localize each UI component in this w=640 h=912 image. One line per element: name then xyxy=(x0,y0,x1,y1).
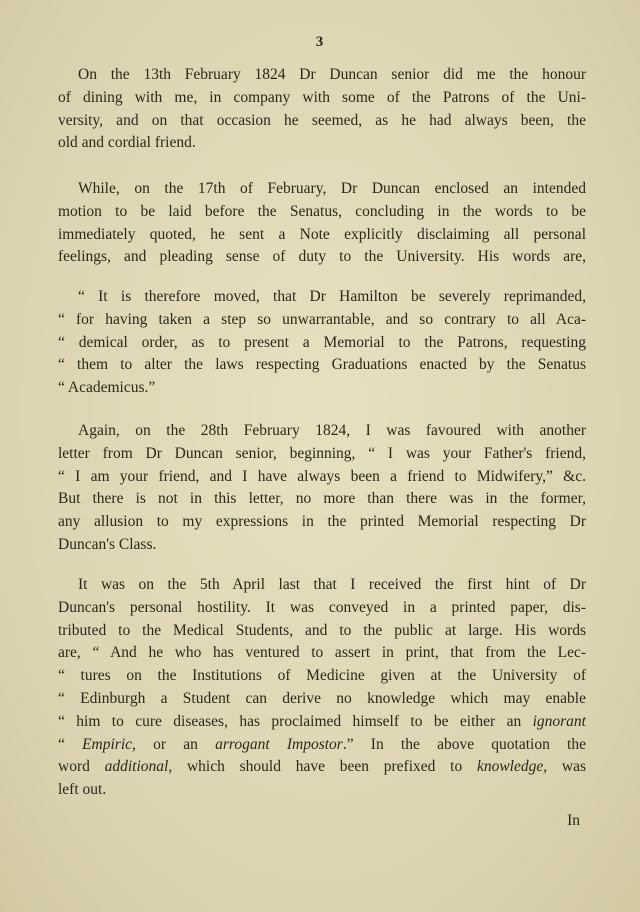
text-line: It was on the 5th April last that I received the first hint of Dr xyxy=(78,576,586,593)
text-line: immediately quoted, he sent a Note explicitly disclaiming all personal xyxy=(58,225,586,243)
italic-word: arrogant Impostor xyxy=(215,735,343,753)
italic-word: knowledge xyxy=(476,758,544,776)
text-line: “ for having taken a step so unwarrantable, and so contrary to all Aca- xyxy=(58,310,586,328)
text-line-italic: “ Empiric, or an arrogant Impostor.” In the above quotation the xyxy=(58,735,586,753)
italic-word: Empiric xyxy=(82,735,133,753)
text-line xyxy=(58,711,586,734)
text-line: Duncan's personal hostility. It was conveyed in a printed paper, dis- xyxy=(58,598,586,616)
text-line: “ them to alter the laws respecting Graduations enacted by the Senatus xyxy=(58,356,586,374)
text-line-head: “ him to cure diseases, has proclaimed himself to be either an xyxy=(58,712,533,730)
text-line: are, “ And he who has ventured to assert in print, that from the Lec- xyxy=(58,644,586,662)
text-line: of dining with me, in company with some of the Patrons of the Uni- xyxy=(58,88,586,106)
text-line: “ I am your friend, and I have always been a friend to Midwifery,” &c. xyxy=(58,467,586,485)
paragraph-5 xyxy=(58,574,586,802)
text-line: motion to be laid before the Senatus, concluding in the words to be xyxy=(58,202,586,220)
text-line: Duncan's Class. xyxy=(58,535,157,553)
text-line: letter from Dr Duncan senior, beginning, “ I was your Father's friend, xyxy=(58,444,586,462)
text-line-italic: word additional, which should have been prefixed to knowledge, was xyxy=(58,758,587,776)
text-line: tributed to the Medical Students, and to the public at large. His words xyxy=(58,621,586,639)
text-line: any allusion to my expressions in the printed Memorial respecting Dr xyxy=(58,513,586,531)
italic-word: ignorant xyxy=(532,712,586,730)
text-line: “ tures on the Institutions of Medicine given at the University of xyxy=(58,667,586,685)
text-line: “ It is therefore moved, that Dr Hamilton be severely reprimanded, xyxy=(78,288,586,305)
paragraph-4 xyxy=(58,420,586,557)
text-line: left out. xyxy=(58,781,107,799)
paragraph-2 xyxy=(58,178,586,269)
text-line: “ Edinburgh a Student can derive no knowledge which may enable xyxy=(58,689,586,707)
text-line: feelings, and pleading sense of duty to the University. His words are, xyxy=(58,248,586,266)
text-line: On the 13th February 1824 Dr Duncan senior did me the honour xyxy=(78,66,586,83)
text-line: “ Academicus.” xyxy=(58,379,156,397)
text-line: While, on the 17th of February, Dr Duncan enclosed an intended xyxy=(78,180,586,197)
text-line: versity, and on that occasion he seemed, as he had always been, the xyxy=(58,111,586,129)
quotation-paragraph xyxy=(58,286,586,400)
italic-word: additional xyxy=(104,758,169,776)
paragraph-1 xyxy=(58,64,586,155)
text-line: But there is not in this letter, no more than there was in the former, xyxy=(58,490,586,508)
text-line: old and cordial friend. xyxy=(58,134,196,152)
text-line: “ demical order, as to present a Memorial to the Patrons, requesting xyxy=(58,333,586,351)
text-line: Again, on the 28th February 1824, I was favoured with another xyxy=(78,422,586,439)
page-number: 3 xyxy=(315,34,325,50)
catchword: In xyxy=(567,812,580,829)
